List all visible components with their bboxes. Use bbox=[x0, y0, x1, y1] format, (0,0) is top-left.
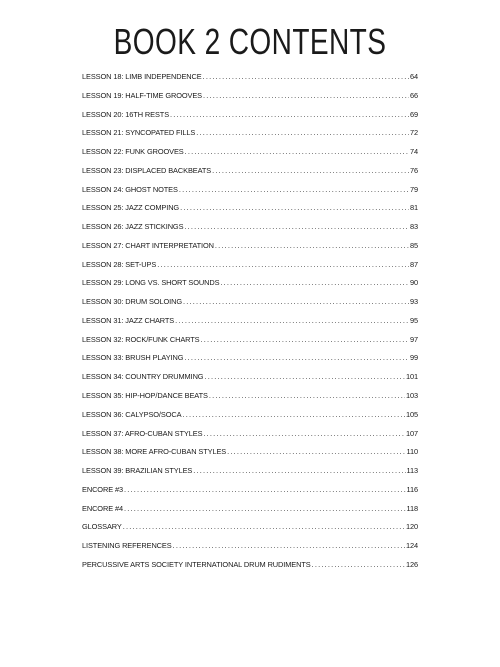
toc-entry-label: LESSON 38: MORE AFRO-CUBAN STYLES bbox=[82, 447, 227, 457]
toc-entry-label: LESSON 26: JAZZ STICKINGS bbox=[82, 222, 184, 232]
toc-entry-page-number: 110 bbox=[406, 447, 418, 457]
toc-entry-label: LESSON 27: CHART INTERPRETATION bbox=[82, 240, 214, 250]
toc-entry bbox=[82, 147, 418, 166]
toc-entry bbox=[82, 410, 418, 429]
toc-entry bbox=[82, 522, 418, 541]
toc-entry-page-number: 66 bbox=[409, 90, 418, 100]
toc-entry-label: LESSON 36: CALYPSO/SOCA bbox=[82, 409, 182, 419]
toc-entry-page-number: 118 bbox=[406, 503, 418, 513]
dot-leader bbox=[175, 316, 409, 325]
toc-entry-page-number: 107 bbox=[405, 428, 418, 438]
toc-entry bbox=[82, 353, 418, 372]
toc-entry-label: LESSON 35: HIP-HOP/DANCE BEATS bbox=[82, 391, 208, 401]
toc-entry-label: LESSON 34: COUNTRY DRUMMING bbox=[82, 372, 204, 382]
toc-entry-label: ENCORE #3 bbox=[82, 484, 123, 494]
dot-leader bbox=[179, 185, 409, 194]
toc-entry-page-number: 103 bbox=[405, 391, 418, 401]
toc-entry-label: LESSON 22: FUNK GROOVES bbox=[82, 147, 184, 157]
toc-entry bbox=[82, 485, 418, 504]
dot-leader bbox=[220, 278, 409, 287]
toc-entry-page-number: 76 bbox=[409, 165, 418, 175]
toc-entry-label: LESSON 20: 16TH RESTS bbox=[82, 109, 170, 119]
dot-leader bbox=[215, 241, 409, 250]
toc-entry-label: LESSON 28: SET-UPS bbox=[82, 259, 157, 269]
toc-entry bbox=[82, 222, 418, 241]
dot-leader bbox=[173, 541, 405, 550]
toc-entry bbox=[82, 128, 418, 147]
toc-entry-page-number: 79 bbox=[409, 184, 418, 194]
toc-entry-page-number: 69 bbox=[409, 109, 418, 119]
toc-entry-page-number: 81 bbox=[409, 203, 418, 213]
toc-entry-page-number: 116 bbox=[406, 484, 418, 494]
dot-leader bbox=[184, 222, 409, 231]
toc-entry-label: LESSON 24: GHOST NOTES bbox=[82, 184, 178, 194]
toc-entry bbox=[82, 185, 418, 204]
toc-entry bbox=[82, 278, 418, 297]
toc-entry-page-number: 105 bbox=[405, 409, 418, 419]
dot-leader bbox=[227, 447, 405, 456]
toc-entry bbox=[82, 297, 418, 316]
toc-entry-page-number: 101 bbox=[405, 372, 418, 382]
dot-leader bbox=[180, 203, 409, 212]
toc-entry-label: ENCORE #4 bbox=[82, 503, 123, 513]
toc-entry bbox=[82, 429, 418, 448]
toc-entry-label: LESSON 32: ROCK/FUNK CHARTS bbox=[82, 334, 200, 344]
dot-leader bbox=[203, 91, 409, 100]
dot-leader bbox=[124, 504, 406, 513]
toc-entry-page-number: 93 bbox=[409, 297, 418, 307]
toc-entry-page-number: 124 bbox=[405, 541, 418, 551]
dot-leader bbox=[312, 560, 405, 569]
toc-entry-label: LISTENING REFERENCES bbox=[82, 541, 172, 551]
toc-entry-page-number: 126 bbox=[405, 559, 418, 569]
dot-leader bbox=[182, 410, 405, 419]
toc-entry bbox=[82, 466, 418, 485]
toc-entry bbox=[82, 391, 418, 410]
dot-leader bbox=[201, 335, 409, 344]
toc-entry-label: LESSON 31: JAZZ CHARTS bbox=[82, 315, 175, 325]
toc-entry bbox=[82, 91, 418, 110]
toc-entry-page-number: 113 bbox=[406, 466, 418, 476]
toc-entry-page-number: 85 bbox=[409, 240, 418, 250]
toc-entry-label: LESSON 29: LONG VS. SHORT SOUNDS bbox=[82, 278, 220, 288]
toc-entry bbox=[82, 110, 418, 129]
toc-entry-page-number: 90 bbox=[409, 278, 418, 288]
toc-entry-page-number: 97 bbox=[409, 334, 418, 344]
toc-entry bbox=[82, 541, 418, 560]
dot-leader bbox=[185, 147, 409, 156]
toc-entry-label: PERCUSSIVE ARTS SOCIETY INTERNATIONAL DRUM RUDIMENTS bbox=[82, 559, 311, 569]
toc-entry-label: GLOSSARY bbox=[82, 522, 122, 532]
toc-entry-label: LESSON 18: LIMB INDEPENDENCE bbox=[82, 72, 202, 81]
toc-entry-page-number: 83 bbox=[409, 222, 418, 232]
toc-entry bbox=[82, 335, 418, 354]
toc-entry-label: LESSON 23: DISPLACED BACKBEATS bbox=[82, 165, 212, 175]
page-title: BOOK 2 CONTENTS bbox=[113, 21, 387, 62]
toc-entry-label: LESSON 30: DRUM SOLOING bbox=[82, 297, 182, 307]
toc-entry-page-number: 120 bbox=[405, 522, 418, 532]
toc-entry-page-number: 99 bbox=[409, 353, 418, 363]
dot-leader bbox=[170, 110, 409, 119]
toc-entry-label: LESSON 37: AFRO-CUBAN STYLES bbox=[82, 428, 203, 438]
dot-leader bbox=[124, 485, 406, 494]
toc-entry-page-number: 74 bbox=[409, 147, 418, 157]
dot-leader bbox=[183, 297, 409, 306]
toc-entry bbox=[82, 316, 418, 335]
toc-entry-page-number: 64 bbox=[409, 72, 418, 81]
toc-entry bbox=[82, 166, 418, 185]
dot-leader bbox=[203, 72, 409, 81]
toc-entry-label: LESSON 33: BRUSH PLAYING bbox=[82, 353, 184, 363]
toc-entry bbox=[82, 560, 418, 579]
toc-entry-label: LESSON 25: JAZZ COMPING bbox=[82, 203, 180, 213]
toc-entry-page-number: 95 bbox=[409, 315, 418, 325]
toc-entry bbox=[82, 447, 418, 466]
toc-entry bbox=[82, 203, 418, 222]
toc-entry bbox=[82, 241, 418, 260]
dot-leader bbox=[184, 353, 409, 362]
dot-leader bbox=[123, 522, 405, 531]
toc-entry-page-number: 72 bbox=[409, 128, 418, 138]
toc-entry-label: LESSON 39: BRAZILIAN STYLES bbox=[82, 466, 193, 476]
dot-leader bbox=[196, 128, 409, 137]
toc-entry bbox=[82, 260, 418, 279]
toc-entry bbox=[82, 72, 418, 91]
table-of-contents bbox=[82, 72, 418, 579]
dot-leader bbox=[157, 260, 409, 269]
toc-entry-page-number: 87 bbox=[409, 259, 418, 269]
toc-entry bbox=[82, 372, 418, 391]
dot-leader bbox=[203, 429, 405, 438]
toc-entry-label: LESSON 19: HALF-TIME GROOVES bbox=[82, 90, 202, 100]
dot-leader bbox=[212, 166, 409, 175]
dot-leader bbox=[193, 466, 405, 475]
toc-entry bbox=[82, 504, 418, 523]
dot-leader bbox=[204, 372, 405, 381]
dot-leader bbox=[209, 391, 405, 400]
toc-entry-label: LESSON 21: SYNCOPATED FILLS bbox=[82, 128, 196, 138]
